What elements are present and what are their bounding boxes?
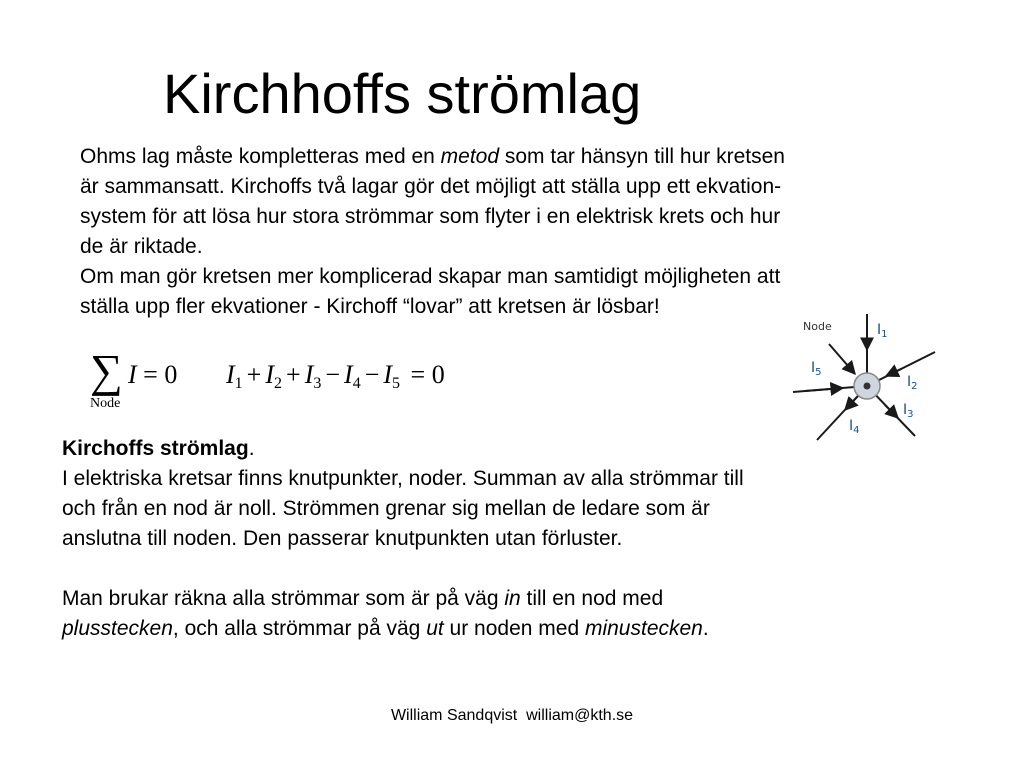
intro-line-4: de är riktade. [80, 235, 203, 258]
slide-title: Kirchhoffs strömlag [163, 62, 642, 125]
sum-subscript: Node [90, 396, 121, 411]
term-2: + $I_2$ [246, 360, 283, 392]
intro-line-2: är sammansatt. Kirchoffs två lagar gör det möjligt att ställa upp ett ekvation- [80, 175, 782, 198]
sum-symbol: ∑ [90, 345, 123, 396]
arrow-i3 [885, 405, 898, 418]
node-label: Node [803, 320, 832, 333]
term-4: − $I_4$ [325, 360, 361, 392]
footer-author: William Sandqvist william@kth.se [390, 707, 634, 724]
kirchhoff-formula [90, 345, 520, 416]
intro-line-1: Ohms lag måste kompletteras med en metod som tar hänsyn till hur kretsen [80, 145, 785, 168]
term-5: − $I_5$ [364, 360, 401, 392]
term-1: $I_1$ [226, 360, 243, 392]
sum-equation: I = 0 [128, 360, 178, 389]
section-line-4: Man brukar räkna alla strömmar som är på väg in till en nod med [62, 587, 664, 610]
emphasis-minustecken: minustecken [584, 617, 703, 640]
node-dot [864, 383, 871, 390]
section-line-3: anslutna till noden. Den passerar knutpunkten utan förluster. [62, 527, 623, 550]
arrow-i5 [805, 388, 843, 391]
term-3: + $I_3$ [286, 360, 322, 392]
label-i2: $I_2$ [907, 374, 918, 392]
paragraph-spacer [62, 554, 942, 584]
label-i4: $I_4$ [849, 418, 860, 436]
intro-line-3: system för att lösa hur stora strömmar som flyter i en elektrisk krets och hur [80, 205, 781, 228]
section-line-5: plusstecken, och alla strömmar på väg ut ur noden med minustecken. [62, 617, 709, 640]
node-current-diagram [785, 308, 940, 446]
arrow-i4 [845, 395, 859, 410]
label-i1: $I_1$ [877, 322, 888, 340]
section-heading: Kirchoffs strömlag. [62, 437, 255, 460]
section-line-2: och från en nod är noll. Strömmen grenar sig mellan de ledare som är [62, 497, 710, 520]
kirchhoff-section [62, 434, 942, 644]
intro-text [80, 142, 950, 322]
section-line-1: I elektriska kretsar finns knutpunkter, noder. Summan av alla strömmar till [62, 467, 744, 490]
intro-line-6: ställa upp fler ekvationer - Kirchoff “lovar” att kretsen är lösbar! [80, 295, 660, 318]
emphasis-ut: ut [426, 617, 444, 640]
label-i5: $I_5$ [811, 360, 822, 378]
intro-line-5: Om man gör kretsen mer komplicerad skapar man samtidigt möjligheten att [80, 265, 781, 288]
arrow-i2 [886, 369, 901, 376]
emphasis-plusstecken: plusstecken [62, 617, 173, 640]
expanded-equation [218, 358, 449, 401]
label-i3: $I_3$ [903, 402, 914, 420]
node-pointer-arrow [829, 344, 855, 374]
emphasis-metod: metod [440, 145, 500, 168]
emphasis-in: in [504, 587, 521, 610]
rhs-zero: = 0 [410, 360, 445, 389]
